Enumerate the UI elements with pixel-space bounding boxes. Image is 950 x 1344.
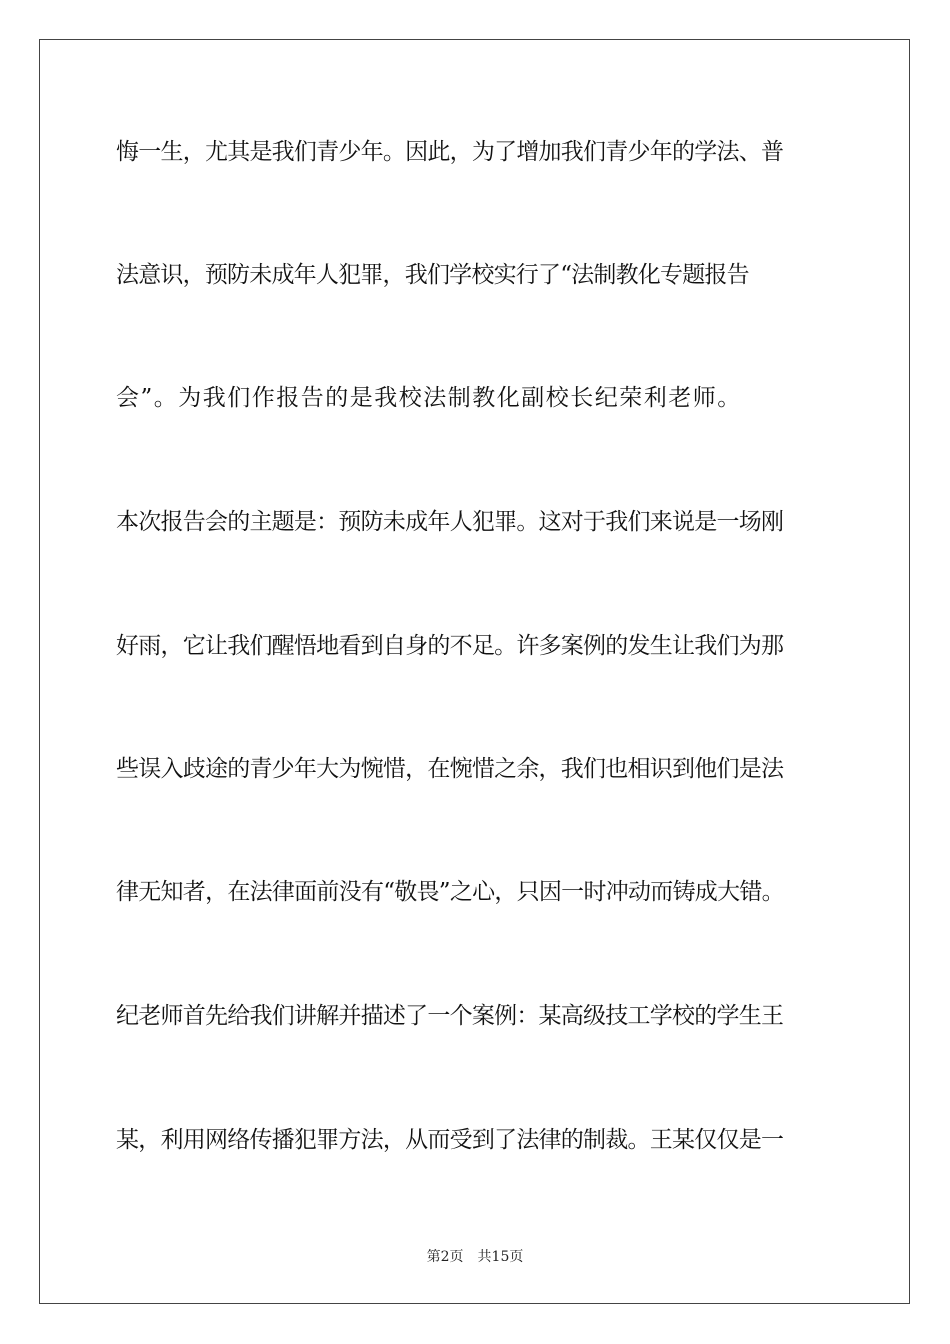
body-text-line: 会”。为我们作报告的是我校法制教化副校长纪荣利老师。 [116,385,742,411]
body-text-line: 律无知者，在法律面前没有“敬畏”之心，只因一时冲动而铸成大错。 [116,879,784,905]
page-footer [0,1248,950,1266]
page-border [39,39,910,1304]
body-text-line: 法意识，预防未成年人犯罪，我们学校实行了“法制教化专题报告 [116,262,749,288]
page-total: 共15页 [477,1249,524,1265]
page-number: 第2页 [426,1249,464,1265]
body-text-line: 纪老师首先给我们讲解并描述了一个案例：某高级技工学校的学生王 [116,1003,784,1029]
body-text-line: 某，利用网络传播犯罪方法，从而受到了法律的制裁。王某仅仅是一 [116,1127,784,1153]
body-text-line: 悔一生，尤其是我们青少年。因此，为了增加我们青少年的学法、普 [116,139,784,165]
body-text-line: 本次报告会的主题是：预防未成年人犯罪。这对于我们来说是一场刚 [116,509,784,535]
body-text-line: 些误入歧途的青少年大为惋惜，在惋惜之余，我们也相识到他们是法 [116,756,784,782]
body-text-line: 好雨，它让我们醒悟地看到自身的不足。许多案例的发生让我们为那 [116,633,784,659]
